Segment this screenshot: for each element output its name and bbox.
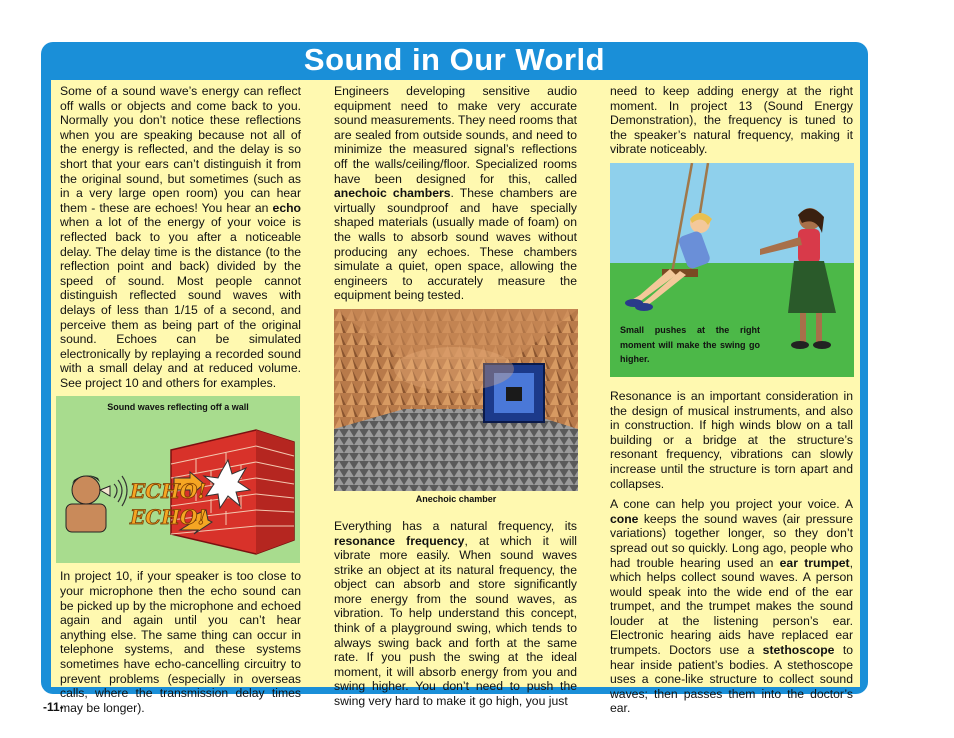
anechoic-figure: [334, 309, 578, 505]
paragraph-resonance-cont: need to keep adding energy at the right moment. In project 13 (Sound Energy Demonstration), the frequency is tuned to the speaker’s natural frequency, making it vibrate noticeably.: [610, 84, 853, 157]
anechoic-chamber-photo: [334, 309, 578, 491]
echo-text-2: ECHO!: [130, 505, 207, 530]
paragraph-echo-feedback: In project 10, if your speaker is too close to your microphone then the echo sound can be picked up by the microphone and echoed again and again until you can’t hear anything else. The same thing can occur in telephone systems, and these systems sometimes have echo-cancelling circuitry to prevent problems (especially in overseas calls, where the transmission delay times may be longer).: [60, 569, 301, 715]
person-head: [72, 476, 100, 504]
page-number: -11-: [43, 700, 64, 714]
column-3: [610, 84, 853, 722]
paragraph-resonance-construction: Resonance is an important consideration in the design of musical instruments, and also in construction. If high winds blow on a tall building or a bridge at the structure’s resonant frequency, vibrations can slowly increase until the structure is torn apart and collapses.: [610, 388, 853, 491]
echo-figure-caption: Sound waves reflecting off a wall: [107, 402, 249, 413]
paragraph-resonance: Everything has a natural frequency, its resonance frequency, at which it will vibrate more easily. When sound waves strike an object at its natural frequency, the object can absorb and store significantly more energy from the sound waves, as vibration. To help understand this concept, think of a playground swing, which tends to always swing back and forth at the same rate. If you push the swing at the ideal moment, it will absorb energy from you and swing higher. You don’t need to push the swing very hard to make it go high, you just: [334, 518, 577, 709]
echo-figure: [56, 396, 300, 563]
paragraph-echo: Some of a sound wave’s energy can reflect off walls or objects and come back to you. Normally you don’t notice these reflections when you are speaking because not all of the energy is reflected, and the delay is so short that your ears can’t distinguish it from the original sound, but sometimes (such as in a very large open room) you can hear them - these are echoes! You hear an echo when a lot of the energy of your voice is reflected back to you after a noticeable delay. The delay time is the distance (to the reflection point and back) divided by the speed of sound. Most people cannot distinguish reflected sound waves with delays of less than 1/15 of a second, and perceive them as being part of the original sound. Echoes can be simulated electronically by replaying a recorded sound with a small delay and at reduced volume. See project 10 and others for examples.: [60, 84, 301, 390]
echo-text-1: ECHO!: [130, 479, 207, 504]
column-2: [334, 84, 577, 715]
echo-illustration: [56, 412, 300, 562]
swing-figure-caption: Small pushes at the right moment will make the swing go higher.: [620, 324, 760, 365]
page-title: Sound in Our World: [303, 42, 606, 77]
anechoic-figure-caption: Anechoic chamber: [415, 493, 497, 504]
paragraph-anechoic: Engineers developing sensitive audio equipment need to make very accurate sound measurements. They need rooms that are sealed from outside sounds, and need to minimize the measured signal’s reflections off the walls/ceiling/floor. Specialized rooms have been designed for this, called anechoic chambers. These chambers are virtually soundproof and have specially shaped materials (usually made of foam) on the walls to absorb sound waves without producing any echoes. These chambers simulate a quiet, open space, allowing the engineers to accurately measure the equipment being tested.: [334, 84, 577, 303]
paragraph-cone: A cone can help you project your voice. A cone keeps the sound waves (air pressure variations) together longer, so they don’t spread out so quickly. Long ago, people who had trouble hearing used an ear trumpet, which helps collect sound waves. A person would speak into the wide end of the ear trumpet, and the trumpet makes the sound louder at the listening person’s ear. Electronic hearing aids have replaced ear trumpets. Doctors use a stethoscope to hear inside patient’s bodies. A stethoscope uses a cone-like structure to collect sound waves; then passes them into the doctor’s ear.: [610, 497, 853, 716]
swing-figure: [610, 163, 854, 377]
column-1: [60, 84, 301, 721]
